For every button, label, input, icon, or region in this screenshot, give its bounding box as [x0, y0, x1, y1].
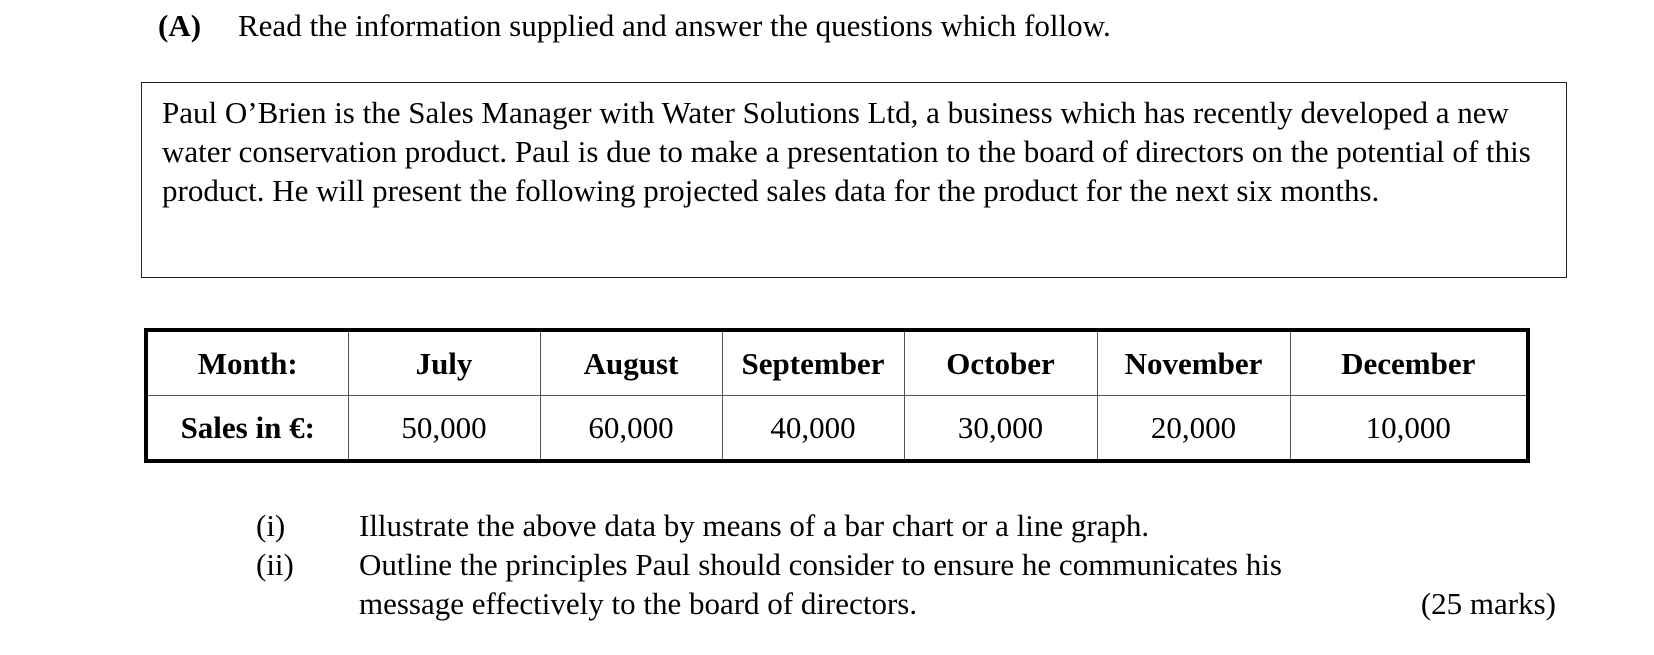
section-label: (A): [158, 8, 202, 43]
sales-cell: 10,000: [1290, 396, 1528, 462]
question-list: [256, 506, 1556, 623]
month-cell: August: [540, 330, 722, 396]
table-row-sales: [146, 396, 1528, 462]
table-row-months: [146, 330, 1528, 396]
sales-cell: 40,000: [722, 396, 904, 462]
question-item: [256, 545, 1556, 623]
sales-table: [144, 328, 1530, 463]
month-header-cell: Month:: [146, 330, 348, 396]
month-cell: December: [1290, 330, 1528, 396]
question-number: (i): [256, 508, 286, 543]
question-text: Illustrate the above data by means of a bar chart or a line graph.: [359, 508, 1150, 543]
question-text: Outline the principles Paul should consider to ensure he communicates his message effectively to the board of directors.: [359, 547, 1282, 621]
month-cell: September: [722, 330, 904, 396]
scenario-text: Paul O’Brien is the Sales Manager with Water Solutions Ltd, a business which has recently developed a new water conservation product. Paul is due to make a presentation to the board of directors on the potential of this product. He will present the following projected sales data for the product for the next six months.: [162, 95, 1531, 208]
sales-table-wrapper: [144, 328, 1530, 463]
sales-cell: 50,000: [348, 396, 540, 462]
marks-label: (25 marks): [1420, 586, 1556, 621]
month-cell: November: [1097, 330, 1290, 396]
sales-cell: 30,000: [904, 396, 1097, 462]
month-cell: July: [348, 330, 540, 396]
section-instruction: Read the information supplied and answer the questions which follow.: [238, 8, 1111, 43]
question-number: (ii): [256, 547, 294, 582]
month-cell: October: [904, 330, 1097, 396]
section-heading: [158, 4, 1111, 48]
sales-header-cell: Sales in €:: [146, 396, 348, 462]
scenario-box: [141, 82, 1567, 278]
sales-cell: 60,000: [540, 396, 722, 462]
sales-cell: 20,000: [1097, 396, 1290, 462]
question-item: [256, 506, 1556, 545]
